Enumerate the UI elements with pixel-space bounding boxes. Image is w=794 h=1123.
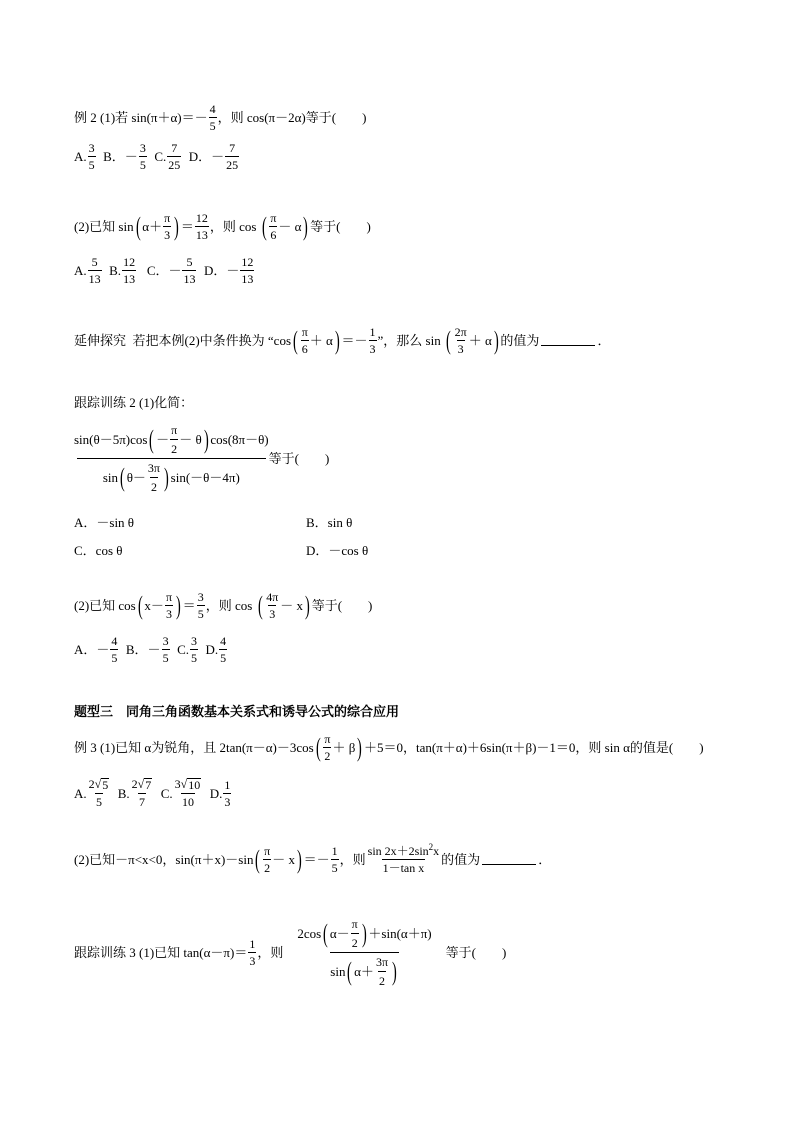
fraction xyxy=(182,256,196,285)
fraction xyxy=(195,212,209,241)
num: π xyxy=(171,423,178,437)
section-title xyxy=(74,705,399,718)
sqrt: √ 10 xyxy=(180,777,201,792)
den: 3 xyxy=(457,342,464,356)
text: sin(θ－5π)cos xyxy=(74,432,148,447)
fraction xyxy=(219,635,227,664)
fraction xyxy=(163,212,171,241)
num: π xyxy=(264,844,271,858)
superscript: 2 xyxy=(428,842,434,852)
option-label: A．－ xyxy=(74,642,110,657)
text: x－ xyxy=(144,598,164,613)
den: 5 xyxy=(220,651,227,665)
num: 4 xyxy=(111,634,118,648)
den: 2 xyxy=(324,749,331,763)
ex2-q1-options xyxy=(74,142,240,171)
radicand: 10 xyxy=(188,778,201,792)
text: 例 2 (1)若 sin(π＋α)＝－ xyxy=(74,110,208,125)
text: α＋ xyxy=(142,219,163,234)
num: 3π xyxy=(147,461,160,475)
text: α＋ xyxy=(354,964,374,979)
num: 5 xyxy=(186,255,193,269)
den: 2 xyxy=(378,971,386,987)
den: 7 xyxy=(138,795,145,809)
num: π xyxy=(324,732,331,746)
paren-group: ( α＋ $\frac{3\pi}{2}$ ) xyxy=(347,955,397,988)
num: 4 xyxy=(209,102,216,116)
text: 等于( ) xyxy=(445,945,507,960)
num: 7 xyxy=(229,141,236,155)
num: 3π xyxy=(375,955,388,969)
text: ”，那么 sin xyxy=(377,333,444,348)
text: 跟踪训练 3 (1)已知 tan(α－π)＝ xyxy=(74,945,248,960)
den: 2 xyxy=(170,439,178,455)
ex3-q1-options xyxy=(74,778,232,808)
den: 3 xyxy=(224,794,231,809)
option-label: C. xyxy=(170,642,189,657)
num: 3 xyxy=(162,634,169,648)
fraction xyxy=(174,778,203,808)
fraction xyxy=(139,142,147,171)
text: cos(8π－θ) xyxy=(210,432,269,447)
option-label: C. xyxy=(147,149,167,164)
den: 13 xyxy=(241,272,254,286)
text: sin(－θ－4π) xyxy=(170,470,240,485)
text: 例 3 (1)已知 α为锐角，且 2tan(π－α)－3cos xyxy=(74,740,314,755)
fraction xyxy=(331,845,339,874)
option-label: C．－ xyxy=(137,263,182,278)
fraction xyxy=(162,635,170,664)
sqrt: √ 5 xyxy=(94,777,109,792)
extension-question xyxy=(74,326,610,355)
training2-q2-options xyxy=(74,635,228,664)
text: ＋sin(α＋π) xyxy=(368,926,432,941)
den: 5 xyxy=(88,158,95,172)
fraction xyxy=(209,103,217,132)
text: 等于( ) xyxy=(311,598,373,613)
num: 12 xyxy=(195,211,208,225)
fraction xyxy=(367,842,441,875)
answer-blank[interactable] xyxy=(482,854,536,865)
den: 5 xyxy=(111,651,118,665)
den: 10 xyxy=(181,795,194,809)
sqrt: √ 7 xyxy=(137,777,152,792)
text: 等于( ) xyxy=(310,219,371,234)
paren-group: ( α－ $\frac{\pi}{2}$ ) xyxy=(323,917,367,950)
text: ＋ α xyxy=(309,333,333,348)
denominator xyxy=(77,458,266,493)
fraction xyxy=(170,424,178,455)
num: π xyxy=(301,325,308,339)
num: 12 xyxy=(123,255,136,269)
option-label: B. xyxy=(102,263,122,278)
ex3-q1 xyxy=(74,733,704,762)
fraction xyxy=(131,778,154,808)
option-label: B．－ xyxy=(96,149,138,164)
text: (2)已知 cos xyxy=(74,598,136,613)
fraction xyxy=(269,212,277,241)
den: 5 xyxy=(197,607,204,621)
fraction xyxy=(88,256,102,285)
fraction xyxy=(375,956,389,987)
fraction xyxy=(248,938,256,967)
text: － θ xyxy=(179,432,202,447)
paren-group: ( $\frac{\pi}{2}$ ＋ β ) xyxy=(315,732,363,763)
numerator xyxy=(74,424,269,458)
radicand: 7 xyxy=(145,778,152,792)
option-label: D. xyxy=(198,642,219,657)
num: 1 xyxy=(249,937,256,951)
fraction xyxy=(122,256,136,285)
fraction xyxy=(225,142,239,171)
fraction xyxy=(240,256,254,285)
num: 5 xyxy=(91,255,98,269)
paren-group: ( $\frac{\pi}{2}$ － x ) xyxy=(255,844,302,875)
paren-group: ( － $\frac{\pi}{2}$ － θ ) xyxy=(149,423,209,456)
fraction xyxy=(265,591,279,620)
text: 的值为 xyxy=(441,852,481,867)
paren-group: ( α＋ $\frac{\pi}{3}$ ) xyxy=(135,211,179,242)
training3-q1 xyxy=(74,918,506,987)
num: 2π xyxy=(454,325,467,339)
text: ，则 cos xyxy=(205,598,256,613)
text: ＝ xyxy=(180,219,194,234)
num: 1 xyxy=(369,325,376,339)
fraction xyxy=(323,733,331,762)
den: 5 xyxy=(190,651,197,665)
big-fraction xyxy=(74,424,269,493)
text: － α xyxy=(278,219,302,234)
ex2-q2 xyxy=(74,212,371,241)
text: α－ xyxy=(329,926,350,941)
fraction xyxy=(301,326,309,355)
text: ＝－ xyxy=(303,852,330,867)
text: ，则 cos(π－2α)等于( ) xyxy=(217,110,367,125)
text: ． xyxy=(597,333,611,348)
den: 3 xyxy=(249,954,256,968)
fraction xyxy=(165,591,173,620)
den: 25 xyxy=(168,158,181,172)
ex2-q1 xyxy=(74,103,366,132)
text: － x xyxy=(280,598,304,613)
num: 1 xyxy=(224,777,231,792)
text: ，则 xyxy=(339,852,366,867)
num: 7 xyxy=(171,141,178,155)
den: 6 xyxy=(301,342,308,356)
num xyxy=(88,778,111,793)
numerator xyxy=(283,918,445,952)
option-c: C．cos θ xyxy=(74,543,123,558)
text: ＋5＝0，tan(π＋α)＋6sin(π＋β)－1＝0，则 sin α的值是( ) xyxy=(364,740,704,755)
text: － xyxy=(156,432,170,447)
den: 2 xyxy=(150,477,158,493)
option-label: D. xyxy=(203,785,223,801)
ex2-q2-options xyxy=(74,256,255,285)
den: 13 xyxy=(195,228,208,242)
num: π xyxy=(351,917,358,931)
num-text: sin 2x＋2sin xyxy=(367,844,429,858)
num-text: x xyxy=(433,844,440,858)
den: 3 xyxy=(164,228,171,242)
fraction xyxy=(147,462,161,493)
fraction xyxy=(190,635,198,664)
paren-group: ( $\frac{\pi}{6}$ ＋ α ) xyxy=(292,325,340,356)
num: 12 xyxy=(241,255,254,269)
fraction xyxy=(197,591,205,620)
text: θ－ xyxy=(126,470,146,485)
coef: 2 xyxy=(88,777,95,791)
option-label: B. xyxy=(111,785,130,801)
den: 6 xyxy=(270,228,277,242)
option-label: D．－ xyxy=(197,263,240,278)
fraction xyxy=(351,918,359,949)
den: 2 xyxy=(264,861,271,875)
text: ＋ β xyxy=(332,740,356,755)
den: 2 xyxy=(351,933,359,949)
num xyxy=(367,842,441,859)
den: 3 xyxy=(165,607,172,621)
den: 13 xyxy=(88,272,101,286)
big-fraction xyxy=(283,918,445,987)
den: 13 xyxy=(123,272,136,286)
option-label: D．－ xyxy=(182,149,225,164)
option-label: A. xyxy=(74,263,87,278)
text: ． xyxy=(538,852,552,867)
num xyxy=(131,778,154,793)
fraction xyxy=(88,778,111,808)
den: 1－tan x xyxy=(382,861,425,875)
num: 3 xyxy=(197,590,204,604)
fraction xyxy=(369,326,377,355)
num xyxy=(174,778,203,793)
den: 5 xyxy=(95,795,102,809)
coef: 3 xyxy=(174,777,181,791)
text: 题型三 同角三角函数基本关系式和诱导公式的综合应用 xyxy=(74,704,400,719)
num: 1 xyxy=(331,844,338,858)
training2-expression xyxy=(74,424,329,493)
training2-q2 xyxy=(74,591,372,620)
den: 5 xyxy=(139,158,146,172)
text: sin xyxy=(330,964,346,979)
option-label: A. xyxy=(74,785,87,801)
den: 3 xyxy=(369,342,376,356)
training2-title xyxy=(74,396,193,409)
answer-blank[interactable] xyxy=(541,335,595,346)
option-label: B．－ xyxy=(119,642,161,657)
fraction xyxy=(263,845,271,874)
text: 的值为 xyxy=(500,333,540,348)
text: ＝ xyxy=(182,598,196,613)
den: 3 xyxy=(269,607,276,621)
den: 13 xyxy=(183,272,196,286)
denominator xyxy=(330,952,398,987)
num: 4π xyxy=(266,590,279,604)
option-label: A. xyxy=(74,149,87,164)
text: ，则 xyxy=(257,945,284,960)
text: 延伸探究 若把本例(2)中条件换为 “cos xyxy=(74,333,292,348)
text: 跟踪训练 2 (1)化简： xyxy=(74,395,194,410)
den: 5 xyxy=(209,119,216,133)
paren-group: ( $\frac{\pi}{6}$ － α ) xyxy=(261,211,309,242)
fraction xyxy=(110,635,118,664)
text: ，则 cos xyxy=(209,219,260,234)
radicand: 5 xyxy=(102,778,109,792)
paren-group: ( $\frac{2\pi}{3}$ ＋ α ) xyxy=(445,325,499,356)
text: 等于( ) xyxy=(268,451,330,466)
text: － x xyxy=(272,852,295,867)
text: ＝－ xyxy=(341,333,368,348)
text: 2cos xyxy=(297,926,322,941)
option-b: B．sin θ xyxy=(306,515,353,530)
den: 25 xyxy=(226,158,239,172)
num: 3 xyxy=(190,634,197,648)
den: 5 xyxy=(331,861,338,875)
num: 3 xyxy=(139,141,146,155)
fraction xyxy=(454,326,468,355)
coef: 2 xyxy=(131,777,138,791)
fraction xyxy=(167,142,181,171)
num: π xyxy=(164,211,171,225)
paren-group: ( x－ $\frac{\pi}{3}$ ) xyxy=(137,590,181,621)
num: π xyxy=(165,590,172,604)
option-d: D．－cos θ xyxy=(306,543,369,558)
option-label: C. xyxy=(154,785,173,801)
ex3-q2 xyxy=(74,842,552,875)
den: 5 xyxy=(162,651,169,665)
fraction xyxy=(88,142,96,171)
num: π xyxy=(270,211,277,225)
fraction xyxy=(223,779,231,808)
text: (2)已知－π<x<0，sin(π＋x)－sin xyxy=(74,852,254,867)
text: sin xyxy=(102,470,119,485)
option-a: A．－sin θ xyxy=(74,515,135,530)
num: 3 xyxy=(88,141,95,155)
paren-group: ( θ－ $\frac{3\pi}{2}$ ) xyxy=(119,461,169,494)
text: (2)已知 sin xyxy=(74,219,134,234)
text: ＋ α xyxy=(468,333,492,348)
paren-group: ( $\frac{4\pi}{3}$ － x ) xyxy=(257,590,310,621)
num: 4 xyxy=(220,634,227,648)
